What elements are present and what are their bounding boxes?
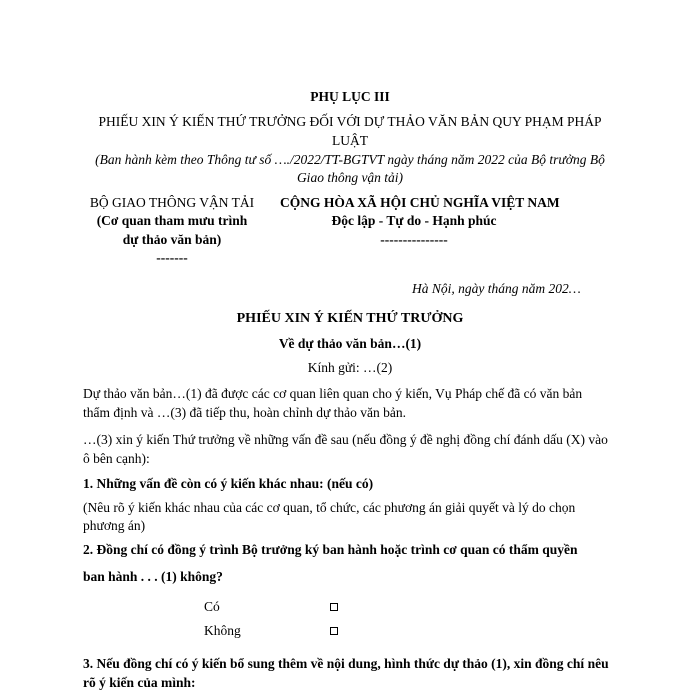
paragraph1-line2: thẩm định và …(3) đã tiếp thu, hoàn chỉnh dự thảo văn bản. (83, 405, 406, 420)
option-yes-label: Có (204, 599, 220, 614)
recipient-line: Kính gửi: …(2) (307, 360, 393, 375)
section1-note-line1: (Nêu rõ ý kiến khác nhau của các cơ quan, tổ chức, các phương án giải quyết và lý do chọn (83, 500, 576, 515)
document-title-line1: PHIẾU XIN Ý KIẾN THỨ TRƯỞNG ĐỐI VỚI DỰ THẢO VĂN BẢN QUY PHẠM PHÁP (98, 114, 602, 129)
section1-heading: 1. Những vấn đề còn có ý kiến khác nhau: (nếu có) (83, 476, 374, 491)
appendix-title: PHỤ LỤC III (310, 89, 390, 104)
section3-heading-line1: 3. Nếu đồng chí có ý kiến bổ sung thêm về nội dung, hình thức dự thảo (1), xin đồng chí nêu (83, 656, 609, 671)
section3-heading-line2: rõ ý kiến của mình: (83, 675, 196, 690)
paragraph2-line1: …(3) xin ý kiến Thứ trưởng về những vấn đề sau (nếu đồng ý đề nghị đồng chí đánh dấu (X) vào (83, 432, 608, 447)
option-no-checkbox[interactable] (330, 627, 338, 635)
form-title: PHIẾU XIN Ý KIẾN THỨ TRƯỞNG (236, 311, 464, 326)
paragraph1-line1: Dự thảo văn bản…(1) đã được các cơ quan liên quan cho ý kiến, Vụ Pháp chế đã có văn bản (83, 386, 583, 401)
ministry-name: BỘ GIAO THÔNG VẬN TẢI (89, 195, 255, 210)
option-no-label: Không (204, 623, 241, 638)
paragraph2-line2: ô bên cạnh): (83, 451, 150, 466)
section2-heading-line2: ban hành . . . (1) không? (83, 569, 223, 584)
document-title-line2: LUẬT (332, 133, 368, 148)
agency-line1: (Cơ quan tham mưu trình (96, 213, 248, 228)
section1-note-line2: phương án) (83, 518, 146, 533)
agency-line2: dự thảo văn bản) (122, 232, 222, 247)
issued-note-line1: (Ban hành kèm theo Thông tư số …./2022/TT-BGTVT ngày tháng năm 2022 của Bộ trưởng Bộ (95, 152, 605, 167)
section2-heading-line1: 2. Đồng chí có đồng ý trình Bộ trưởng ký ban hành hoặc trình cơ quan có thẩm quyền (83, 542, 578, 557)
right-divider: --------------- (380, 232, 448, 247)
form-subject: Về dự thảo văn bản…(1) (278, 336, 422, 351)
option-yes-checkbox[interactable] (330, 603, 338, 611)
left-divider: ------- (156, 250, 188, 265)
nation-name: CỘNG HÒA XÃ HỘI CHỦ NGHĨA VIỆT NAM (280, 195, 560, 210)
date-line: Hà Nội, ngày tháng năm 202… (412, 281, 581, 296)
national-motto: Độc lập - Tự do - Hạnh phúc (331, 213, 497, 228)
issued-note-line2: Giao thông vận tải) (296, 170, 404, 185)
